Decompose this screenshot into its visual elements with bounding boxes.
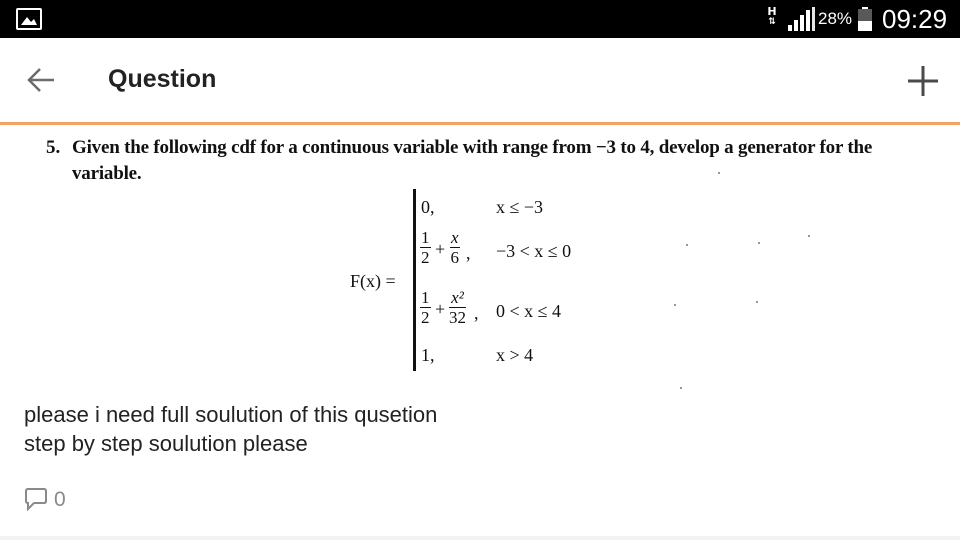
comment-count[interactable]: 0 xyxy=(54,488,66,511)
question-body-line-2: step by step soulution please xyxy=(24,431,308,456)
scan-speck xyxy=(808,235,810,237)
piece-3-condition: 0 < x ≤ 4 xyxy=(496,301,562,321)
scan-speck xyxy=(686,244,688,246)
question-text-line-2: variable. xyxy=(72,163,142,184)
scan-speck xyxy=(718,172,720,174)
status-bar xyxy=(0,0,960,38)
network-letter: H xyxy=(767,5,777,18)
question-image xyxy=(0,125,960,393)
clock: 09:29 xyxy=(882,4,948,34)
piecewise-brace xyxy=(413,189,416,371)
piece-3-fraction-1: $\frac{1}{2}$ xyxy=(421,288,430,327)
scan-speck xyxy=(674,304,676,306)
gallery-icon xyxy=(16,8,42,30)
question-text-line-1: Given the following cdf for a continuous variable with range from −3 to 4, develop a generator for the xyxy=(72,137,873,158)
scan-speck xyxy=(680,387,682,389)
battery-percent: 28% xyxy=(818,9,853,28)
piece-2-comma: , xyxy=(466,243,471,263)
question-body-line-1: please i need full soulution of this qusetion xyxy=(24,402,438,427)
piece-4-condition: x > 4 xyxy=(496,345,534,365)
piece-3-comma: , xyxy=(474,303,479,323)
piece-4-expr: 1, xyxy=(421,345,435,365)
signal-icon xyxy=(787,7,815,31)
page-title: Question xyxy=(108,65,217,93)
add-icon[interactable] xyxy=(906,64,940,98)
piece-1-condition: x ≤ −3 xyxy=(496,197,544,217)
back-arrow-icon[interactable] xyxy=(26,66,56,94)
battery-icon xyxy=(857,7,873,31)
question-number: 5. xyxy=(46,137,61,158)
bottom-divider xyxy=(0,536,960,540)
scan-speck xyxy=(756,301,758,303)
function-label: F(x) = xyxy=(350,271,396,291)
piece-2-plus: + xyxy=(435,239,446,259)
app-bar xyxy=(0,38,960,122)
piece-3-plus: + xyxy=(435,299,446,319)
network-arrows-icon: H ⇅ xyxy=(767,5,777,27)
piece-2-fraction-1: $\frac{1}{2}$ xyxy=(421,228,430,267)
piece-1-expr: 0, xyxy=(421,197,435,217)
question-body xyxy=(24,400,437,458)
comment-icon[interactable] xyxy=(24,487,48,511)
scan-speck xyxy=(758,242,760,244)
piece-3-fraction-2: $\frac{\text{x²}}{32}$ xyxy=(449,288,466,327)
piece-2-condition: −3 < x ≤ 0 xyxy=(496,241,572,261)
piece-2-fraction-2: $\frac{x}{6}$ xyxy=(450,228,460,267)
